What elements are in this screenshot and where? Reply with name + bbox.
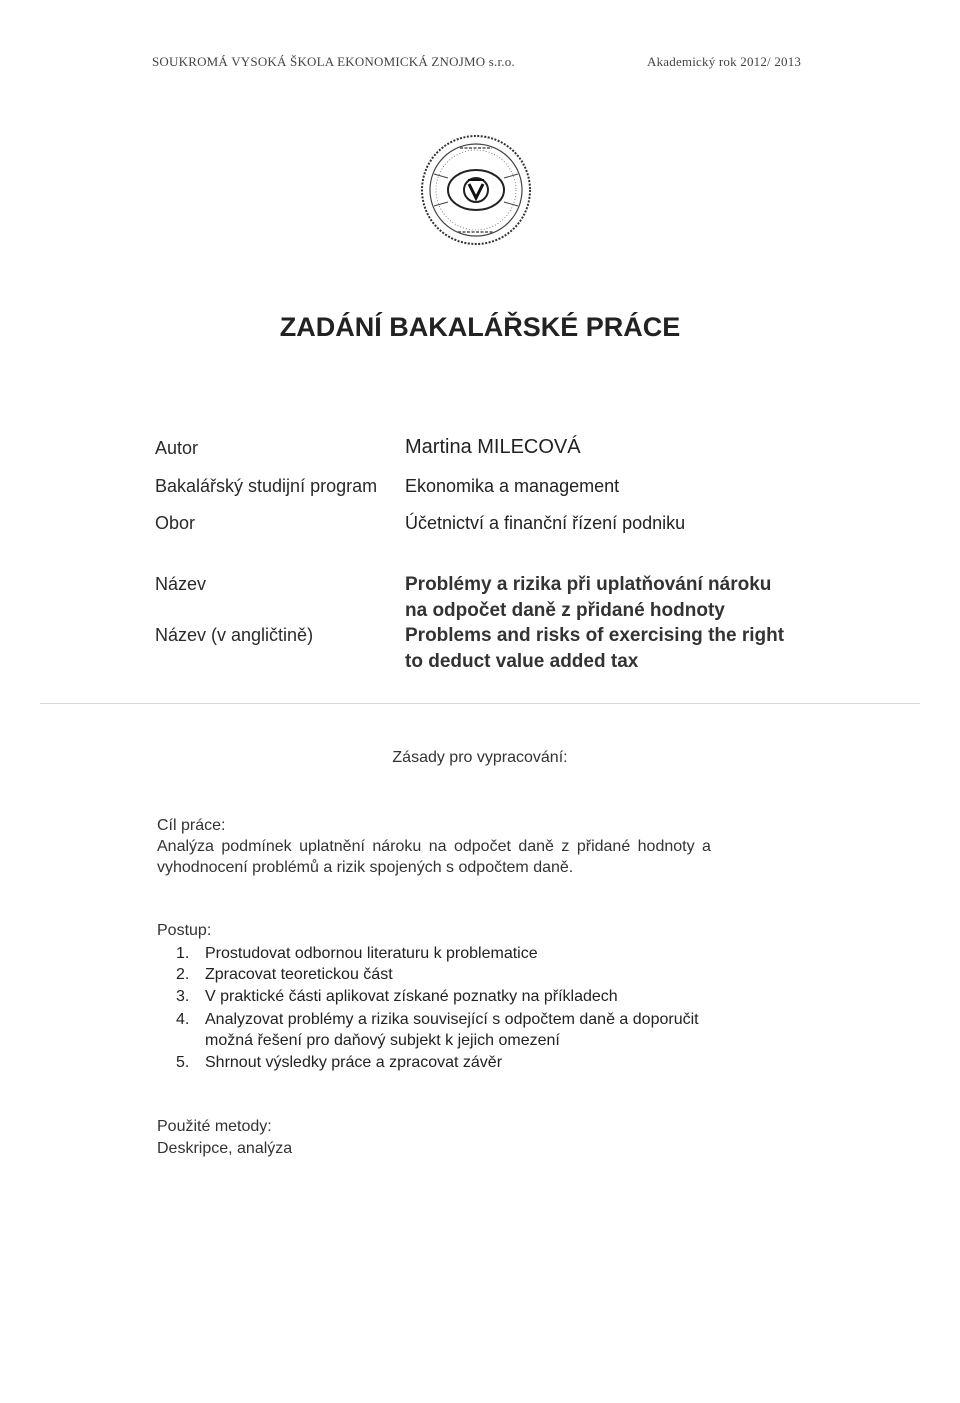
list-item-number: 5.	[176, 1054, 190, 1071]
list-item-number: 1.	[176, 945, 190, 962]
list-item: Shrnout výsledky práce a zpracovat závěr	[205, 1054, 503, 1071]
header-academic-year: Akademický rok 2012/ 2013	[647, 54, 802, 69]
field-label: Obor	[155, 513, 196, 533]
name-en-value-line2: to deduct value added tax	[405, 651, 639, 672]
page-title: ZADÁNÍ BAKALÁŘSKÉ PRÁCE	[279, 312, 681, 342]
goal-text-line2: vyhodnocení problémů a rizik spojených s odpočtem daně.	[157, 859, 574, 876]
list-item-continuation: možná řešení pro daňový subjekt k jejich omezení	[205, 1032, 560, 1049]
name-en-label: Název (v angličtině)	[155, 625, 314, 645]
name-label: Název	[155, 574, 207, 594]
divider	[40, 703, 920, 704]
author-label: Autor	[155, 438, 199, 458]
name-en-value-line1: Problems and risks of exercising the right	[405, 625, 785, 646]
methods-value: Deskripce, analýza	[157, 1140, 293, 1157]
list-item: Prostudovat odbornou literaturu k problematice	[205, 945, 538, 962]
name-value-line2: na odpočet daně z přidané hodnoty	[405, 600, 725, 621]
header-school-name: SOUKROMÁ VYSOKÁ ŠKOLA EKONOMICKÁ ZNOJMO s.r.o.	[152, 54, 515, 69]
guidelines-heading: Zásady pro vypracování:	[392, 749, 568, 766]
field-value: Účetnictví a finanční řízení podniku	[405, 513, 686, 533]
program-label: Bakalářský studijní program	[155, 476, 378, 496]
list-item: Analyzovat problémy a rizika související s odpočtem daně a doporučit	[205, 1011, 699, 1028]
name-value-line1: Problémy a rizika při uplatňování nároku	[405, 574, 772, 595]
program-value: Ekonomika a management	[405, 476, 620, 496]
procedure-label: Postup:	[157, 922, 212, 939]
school-seal-icon	[420, 134, 532, 246]
list-item-number: 2.	[176, 966, 190, 983]
goal-text-line1: Analýza podmínek uplatnění nároku na odpočet daně z přidané hodnoty a	[157, 838, 711, 855]
list-item: Zpracovat teoretickou část	[205, 966, 393, 983]
list-item-number: 3.	[176, 988, 190, 1005]
goal-label: Cíl práce:	[157, 817, 226, 834]
list-item: V praktické části aplikovat získané poznatky na příkladech	[205, 988, 618, 1005]
author-value: Martina MILECOVÁ	[405, 436, 581, 458]
methods-label: Použité metody:	[157, 1118, 272, 1135]
list-item-number: 4.	[176, 1011, 190, 1028]
